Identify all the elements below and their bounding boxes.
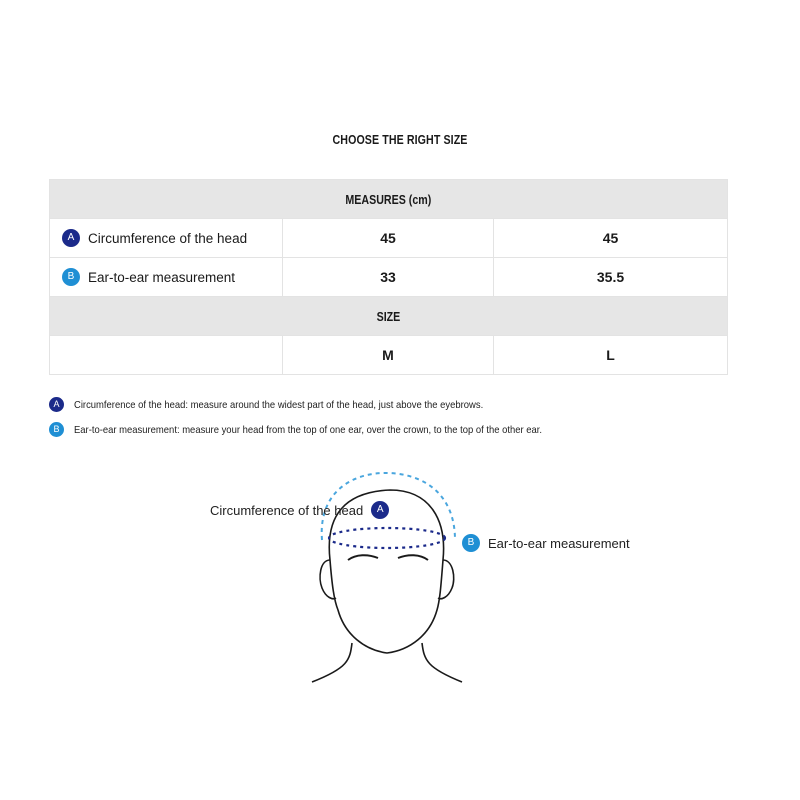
size-table [49, 179, 728, 375]
size-l: L [494, 336, 728, 375]
size-row-empty-cell [50, 336, 283, 375]
circumference-size-l: 45 [494, 219, 728, 258]
table-row [50, 336, 728, 375]
ear-to-ear-size-l: 35.5 [494, 258, 728, 297]
size-m: M [283, 336, 494, 375]
badge-b-icon: B [49, 422, 64, 437]
badge-a-icon: A [371, 501, 389, 519]
ear-to-ear-size-m: 33 [283, 258, 494, 297]
table-row [50, 258, 728, 297]
measures-header-row [50, 180, 728, 219]
left-eyebrow [348, 555, 378, 560]
row-label-ear-to-ear: B Ear-to-ear measurement [50, 258, 283, 297]
diagram-label-ear-to-ear: B Ear-to-ear measurement [462, 534, 630, 552]
size-header: SIZE [50, 297, 728, 336]
badge-b-icon: B [62, 268, 80, 286]
left-neck [312, 643, 352, 682]
badge-a-icon: A [49, 397, 64, 412]
measurement-notes [49, 392, 749, 442]
head-illustration [0, 460, 800, 700]
circumference-ellipse [329, 528, 445, 548]
note-circumference: A Circumference of the head: measure around the widest part of the head, just above the eyebrows. [49, 392, 749, 417]
note-ear-to-ear: B Ear-to-ear measurement: measure your head from the top of one ear, over the crown, to the top of the other ear. [49, 417, 749, 442]
badge-a-icon: A [62, 229, 80, 247]
right-neck [422, 643, 462, 682]
head-diagram [0, 460, 800, 700]
right-eyebrow [398, 555, 428, 560]
circumference-size-m: 45 [283, 219, 494, 258]
size-header-row [50, 297, 728, 336]
diagram-label-circumference: Circumference of the head A [210, 501, 389, 519]
measures-header: MEASURES (cm) [50, 180, 728, 219]
table-row [50, 219, 728, 258]
row-label-circumference: A Circumference of the head [50, 219, 283, 258]
page-title: CHOOSE THE RIGHT SIZE [332, 132, 468, 147]
badge-b-icon: B [462, 534, 480, 552]
